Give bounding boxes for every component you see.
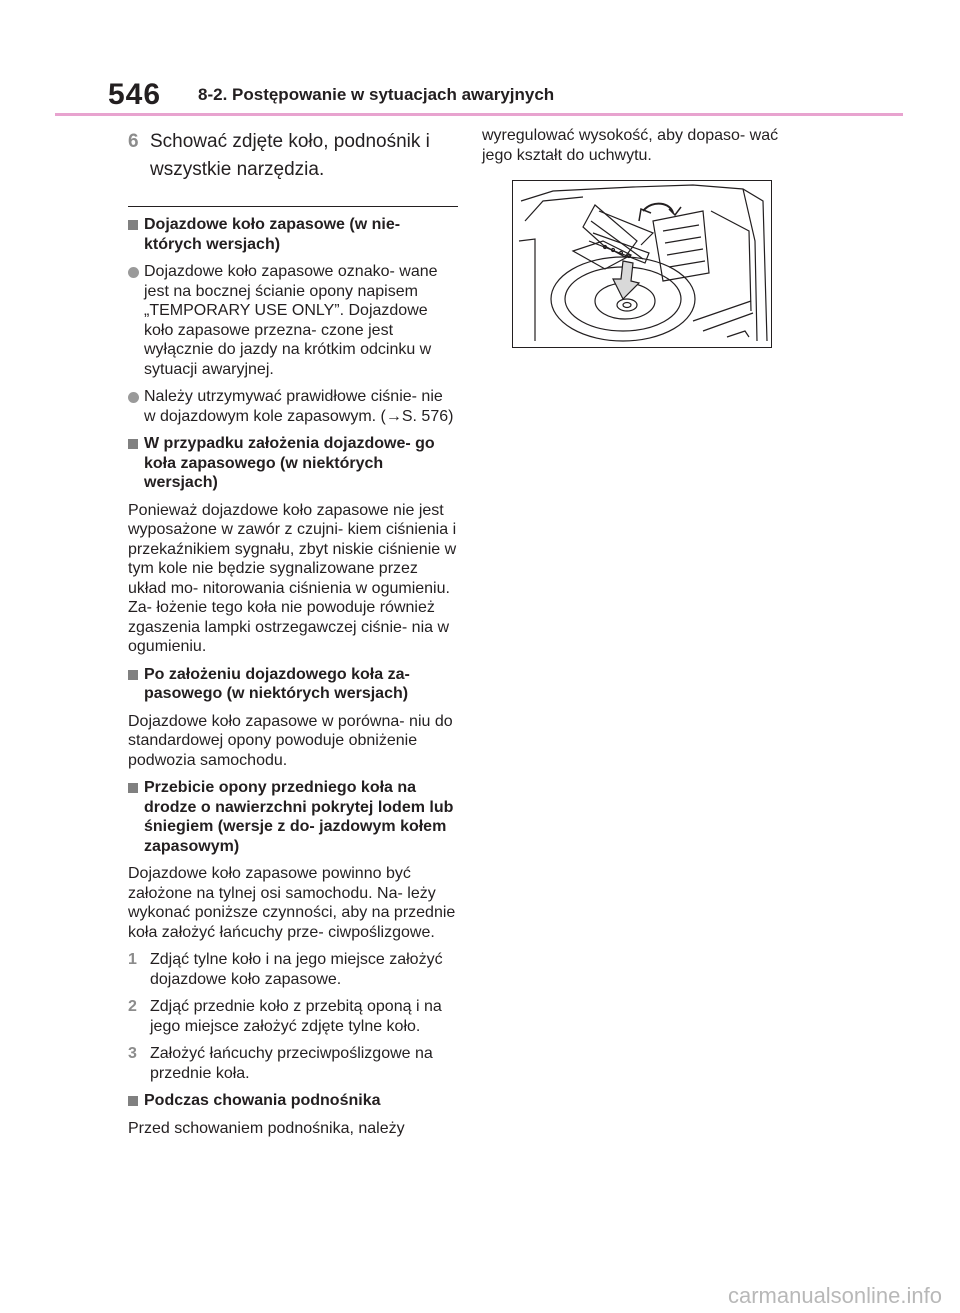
step-number: 3 xyxy=(128,1045,137,1062)
round-bullet-icon xyxy=(128,392,139,403)
square-bullet-icon xyxy=(128,783,138,793)
header-rule xyxy=(55,113,903,116)
heading-text: Podczas chowania podnośnika xyxy=(144,1092,381,1109)
heading-after-fitting xyxy=(128,665,458,704)
bullet-text: Należy utrzymywać prawidłowe ciśnie- nie w dojazdowym kole zapasowym. (→S. 576) xyxy=(144,388,454,425)
step-number: 1 xyxy=(128,951,137,968)
heading-text: Dojazdowe koło zapasowe (w nie- których wersjach) xyxy=(144,216,401,253)
paragraph-before-storing: Przed schowaniem podnośnika, należy xyxy=(128,1119,405,1137)
step-3 xyxy=(128,1044,458,1083)
step-2 xyxy=(128,997,458,1036)
heading-text: Po założeniu dojazdowego koła za- pasowego (w niektórych wersjach) xyxy=(144,665,410,702)
square-bullet-icon xyxy=(128,220,138,230)
left-column xyxy=(128,126,458,1146)
square-bullet-icon xyxy=(128,439,138,449)
square-bullet-icon xyxy=(128,1096,138,1106)
site-watermark: carmanualsonline.info xyxy=(727,1283,942,1308)
heading-temporary-spare xyxy=(128,215,458,254)
step-number: 2 xyxy=(128,998,137,1015)
right-column xyxy=(482,126,782,173)
step-number: 6 xyxy=(128,131,139,152)
step-text: Schować zdjęte koło, podnośnik i wszystkie narzędzia. xyxy=(150,131,430,180)
heading-storing-jack xyxy=(128,1091,458,1111)
step-1 xyxy=(128,950,458,989)
heading-text: Przebicie opony przedniego koła na drodze o nawierzchni pokrytej lodem lub śniegiem (wersje z do- jazdowym kołem zapasowym) xyxy=(144,779,454,855)
paragraph-tpms: Ponieważ dojazdowe koło zapasowe nie jest wyposażone w zawór z czujni- kiem ciśnienia i przekaźnikiem sygnału, zbyt niskie ciśnienie w tym kole nie będzie sygnalizowane przez układ mo- nitorowania ciśnienia w ogumieniu. Za- łożenie tego koła nie powoduje również zgaszenia lampki ostrzegawczej ciśnie- nia w ogumieniu. xyxy=(128,501,457,655)
page-header xyxy=(0,0,960,120)
heading-text: W przypadku założenia dojazdowe- go koła zapasowego (w niektórych wersjach) xyxy=(144,435,435,491)
step-text: Założyć łańcuchy przeciwpoślizgowe na przednie koła. xyxy=(150,1045,433,1082)
section-divider xyxy=(128,206,458,207)
square-bullet-icon xyxy=(128,670,138,680)
paragraph-clearance: Dojazdowe koło zapasowe w porówna- niu do standardowej opony powoduje obniżenie podwozia samochodu. xyxy=(128,712,453,769)
heading-fitting-spare xyxy=(128,434,458,493)
bullet-pressure xyxy=(128,387,458,426)
paragraph-adjust-height: wyregulować wysokość, aby dopaso- wać jego kształt do uchwytu. xyxy=(482,127,779,164)
bullet-text: Dojazdowe koło zapasowe oznako- wane jest na bocznej ścianie opony napisem „TEMPORARY USE ONLY”. Dojazdowe koło zapasowe przezna- czone jest wyłącznie do jazdy na krótkim odcinku w sytuacji awaryjnej. xyxy=(144,263,438,378)
round-bullet-icon xyxy=(128,267,139,278)
step-text: Zdjąć przednie koło z przebitą oponą i na jego miejsce założyć zdjęte tylne koło. xyxy=(150,998,442,1035)
step-text: Zdjąć tylne koło i na jego miejsce założyć dojazdowe koło zapasowe. xyxy=(150,951,443,988)
bullet-marking xyxy=(128,262,458,379)
jack-storage-illustration xyxy=(512,180,772,348)
trunk-diagram-image xyxy=(513,181,771,347)
section-title: 8-2. Postępowanie w sytuacjach awaryjnych xyxy=(198,85,555,104)
paragraph-rear-axle: Dojazdowe koło zapasowe powinno być założone na tylnej osi samochodu. Na- leży wykonać poniższe czynności, aby na przednie koła założyć łańcuchy prze- ciwpoślizgowe. xyxy=(128,865,456,941)
step-6 xyxy=(128,128,458,184)
heading-front-puncture xyxy=(128,778,458,856)
page-number: 546 xyxy=(108,78,162,111)
